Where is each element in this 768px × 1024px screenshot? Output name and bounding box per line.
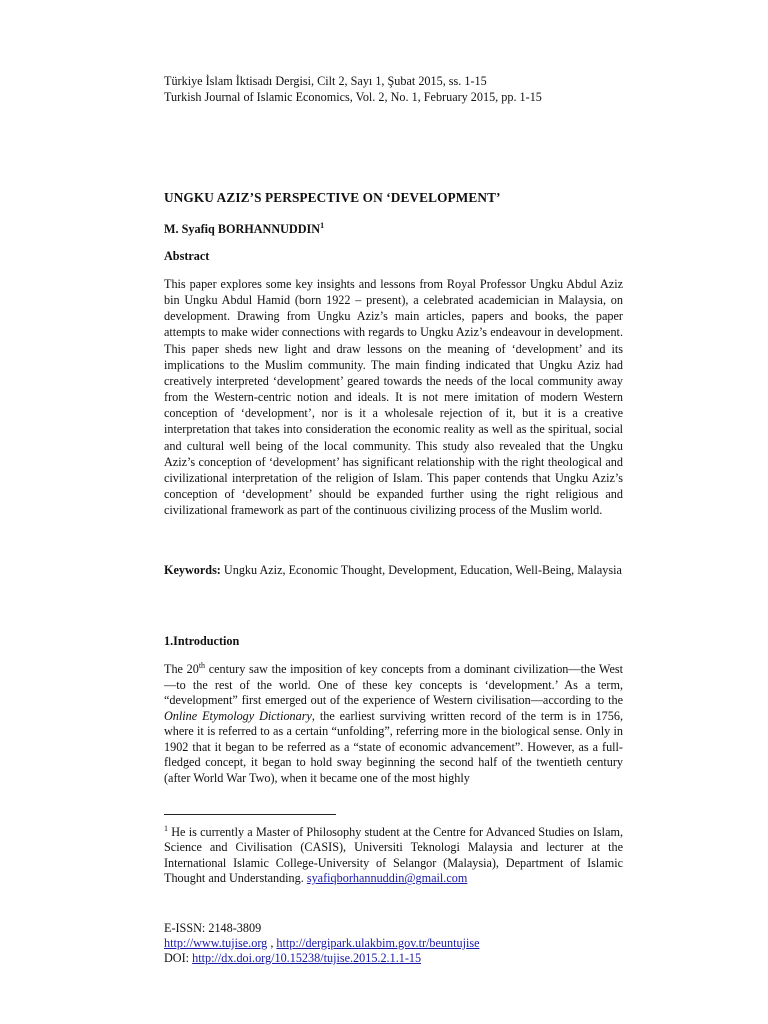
journal-website-link[interactable]: http://www.tujise.org [164,935,268,950]
author-footnote-mark: 1 [320,221,325,230]
doi-link[interactable]: http://dx.doi.org/10.15238/tujise.2015.2.1.1-15 [192,950,422,965]
intro-superscript: th [198,660,206,670]
journal-header-turkish: Türkiye İslam İktisadı Dergisi, Cilt 2, Sayı 1, Şubat 2015, ss. 1-15 [164,74,487,88]
keywords-list: Ungku Aziz, Economic Thought, Development, Education, Well-Being, Malaysia [223,563,622,577]
page-footer [164,921,480,965]
keywords-label: Keywords: [164,563,221,577]
intro-text-start: The 20 [164,662,199,676]
introduction-paragraph [164,662,623,786]
article-title: UNGKU AZIZ’S PERSPECTIVE ON ‘DEVELOPMENT’ [164,190,501,205]
section-heading-introduction: 1.Introduction [164,634,240,648]
doi-label: DOI: [164,950,193,965]
link-separator: , [267,935,277,950]
footer-links [164,936,480,951]
author-name [164,221,324,237]
abstract-heading: Abstract [164,249,210,263]
doi-line [164,951,480,966]
footnote-divider [164,814,336,815]
author-name-text: M. Syafiq BORHANNUDDIN [164,222,321,237]
eissn: E-ISSN: 2148-3809 [164,921,262,935]
abstract-body: This paper explores some key insights and lessons from Royal Professor Ungku Abdul Aziz bin Ungku Abdul Hamid (born 1922 – present), a celebrated academician in Malaysia, on development. Drawing from Ungku Aziz’s main articles, papers and books, the paper attempts to make wider connections with regards to Ungku Aziz’s endeavour in development. This paper sheds new light and draw lessons on the meaning of ‘development’ and its implications to the Muslim community. The main finding indicated that Ungku Aziz had creatively interpreted ‘development’ geared towards the needs of the local community away from the Western-centric notion and ideals. It is not mere imitation of modern Western conception of ‘development’, nor is it a wholesale rejection of it, but it is a creative interpretation that takes into consideration the economic reality as well as the spiritual, social and cultural well being of the local community. This study also revealed that the Ungku Aziz’s conception of ‘development’ has significant relationship with the right theological and civilizational interpretation of the religion of Islam. This paper contends that Ungku Aziz’s conception of ‘development’ should be expanded further using the right religious and civilizational framework as part of the continuous civilizing process of the Muslim world. [164,277,623,518]
footnote-mark: 1 [164,824,168,833]
author-email-link[interactable]: syafiqborhannuddin@gmail.com [306,871,468,886]
intro-text-part2: , the earliest surviving written record of the term is in 1756, where it is referred to as a certain “unfolding”, referring more in the biological sense. Only in 1902 that it began to be referred as a “state of economic advancement”. However, as a full-fledged concept, it began to hold sway beginning the second half of the twentieth century (after World War Two), when it became one of the most highly [164,708,623,785]
journal-header [164,74,542,105]
footnote-text: He is currently a Master of Philosophy student at the Centre for Advanced Studies on Islam, Science and Civilisation (CASIS), Universiti Teknologi Malaysia and lecturer at the International Islamic College-University of Selangor (Malaysia), Department of Islamic Thought and Understanding. [164,825,623,886]
dergipark-link[interactable]: http://dergipark.ulakbim.gov.tr/beuntujise [276,935,480,950]
intro-text-part1: century saw the imposition of key concepts from a dominant civilization—the West—to the rest of the world. One of these key concepts is ‘development.’ As a term, “development” first emerged out of the experience of Western civilisation—according to the [164,662,623,707]
journal-header-english: Turkish Journal of Islamic Economics, Vol. 2, No. 1, February 2015, pp. 1-15 [164,89,542,104]
keywords [164,562,623,578]
intro-italic-title: Online Etymology Dictionary [164,708,312,723]
footnote [164,821,623,887]
